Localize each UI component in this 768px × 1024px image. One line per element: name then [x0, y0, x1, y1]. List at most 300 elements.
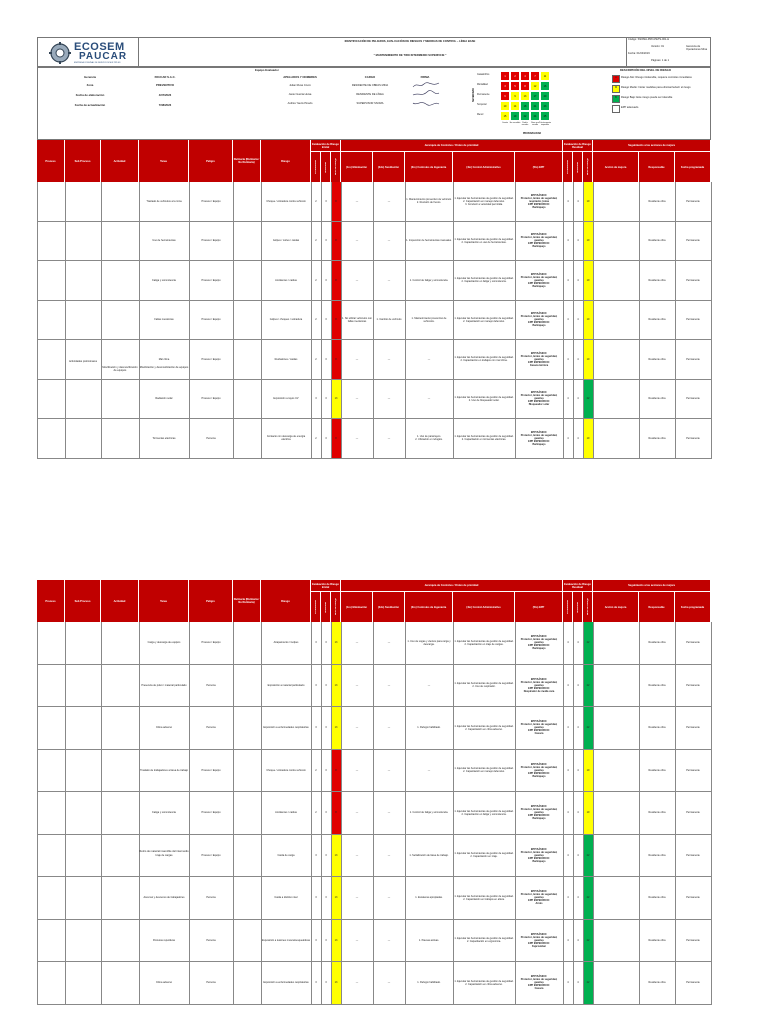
- grid-line: [321, 622, 322, 1005]
- cell-rs: 4: [577, 938, 579, 942]
- cell-n: 8: [331, 792, 341, 834]
- cell-adm: 1. Ejecutar las herramientas de gestión de seguridad. 2. Capacitación en manejo defensivo. 3. Conducir a velocidad permitida.: [454, 196, 514, 206]
- header-rp-text: Probabilidad: [566, 600, 569, 614]
- legend-title: DESCRIPCIÓN DEL NIVEL DE RIESGO: [620, 68, 672, 72]
- cell-resp: Residente obra: [648, 436, 666, 440]
- cell-s: 3: [325, 357, 327, 361]
- cell-peligro: Proceso / Equipo: [201, 239, 221, 243]
- cell-fecha: Permanente: [686, 726, 700, 730]
- header-ing: (3ro) Controles de Ingeniería: [405, 152, 453, 182]
- header-seguimiento: Seguimiento a las acciones de mejora: [593, 140, 711, 152]
- doc-area: Gerencia de Operaciones Mina: [686, 45, 708, 52]
- header-p-text: Probabilidad: [314, 600, 317, 614]
- cell-fecha: Permanente: [686, 641, 700, 645]
- cell-n: 8: [331, 340, 341, 379]
- cell-sust: ---: [387, 811, 391, 815]
- equipo-col-cargo: CARGO: [364, 75, 376, 79]
- cell-peligro: Proceso / Equipo: [201, 199, 221, 203]
- doc-date: Fecha: 01/04/2019: [628, 52, 650, 55]
- matrix-cell: 14: [510, 101, 520, 111]
- header-n: [331, 152, 341, 182]
- cell-tarea: Carga y descarga de equipos: [147, 641, 181, 645]
- cell-epp: EPP BÁSICO: Protector, lentes de seguridad, guantes EPP ESPECÍFICO: Barbiquejo: [520, 635, 558, 651]
- cell-resp: Residente obra: [648, 239, 666, 243]
- cell-elim: ---: [355, 683, 359, 687]
- matrix-cell: 4: [520, 71, 530, 81]
- cell-rn: 22: [583, 835, 593, 877]
- header-jerarquia: Jerarquía de Controles / Orden de prioridad: [341, 580, 563, 592]
- equipo-cargo-3: SUPERVISOR SSOMA: [356, 102, 384, 105]
- cell-rs: 4: [577, 768, 579, 772]
- matrix-cell: 25: [540, 111, 550, 121]
- header-resp: Responsable: [639, 592, 675, 622]
- cell-peligro: Proceso / Equipo: [201, 397, 221, 401]
- cell-sust: ---: [387, 853, 391, 857]
- cell-sust: ---: [387, 726, 391, 730]
- matrix-cell: 12: [530, 81, 540, 91]
- cell-riesgo: Golpes / cortes / caídas: [272, 239, 300, 243]
- cell-fecha: Permanente: [686, 683, 700, 687]
- cell-s: 3: [325, 278, 327, 282]
- grid-line: [233, 182, 234, 459]
- matrix-row-label: Mortalidad: [477, 84, 488, 87]
- header-p: [311, 152, 321, 182]
- matrix-cell: 20: [540, 91, 550, 101]
- cell-ing: 1. Señalización del área de trabajo.: [409, 853, 449, 857]
- cell-p: 2: [315, 768, 317, 772]
- cell-adm: 1. Ejecutar las herramientas de gestión de seguridad. 2. Capacitación en izaje.: [454, 852, 514, 859]
- cell-sust: ---: [387, 938, 391, 942]
- cell-riesgo: Atrapamiento / Golpes: [273, 641, 299, 645]
- cell-epp: EPP BÁSICO: Protector, lentes de seguridad, guantes EPP ESPECÍFICO: Barbiquejo: [520, 312, 558, 328]
- cell-s: 3: [325, 811, 327, 815]
- legend-text: Riesgo Alto: Riesgo intolerable, requiere controles inmediatos: [621, 76, 692, 79]
- cell-fecha: Permanente: [686, 436, 700, 440]
- cell-adm: 1. Ejecutar las herramientas de gestión de seguridad. 2. Capacitación en ergonomía.: [454, 937, 514, 944]
- matrix-cell: 2: [510, 71, 520, 81]
- header-n-text: Nivel de Riesgo: [334, 158, 337, 176]
- matrix-cell: 9: [510, 91, 520, 101]
- cell-adm: 1. Ejecutar las herramientas de gestión de seguridad. 2. Capacitación en uso de herramientas.: [454, 237, 514, 244]
- cell-s: 3: [325, 641, 327, 645]
- matrix-cell: 11: [540, 71, 550, 81]
- doc-title: IDENTIFICACIÓN DE PELIGROS, EVALUACIÓN DE RIESGOS Y MEDIDAS DE CONTROL – LÍNEA BASE: [344, 40, 476, 43]
- cell-sust: 1. Cambio de vehículo: [376, 318, 402, 322]
- cell-rn: 19: [583, 182, 593, 221]
- cell-ing: 1. Mantenimiento preventivo de vehículo. 2. Revisión de frenos.: [406, 198, 452, 205]
- equipo-nombre-2: Javier Garcia Huisa: [288, 93, 312, 96]
- cell-s: 3: [325, 239, 327, 243]
- cell-tarea: Uso de herramientas: [152, 239, 176, 243]
- logo-tagline: EMPRESA COMUNAL DE SERVICIOS MULTIPLES: [74, 62, 121, 64]
- header-peligro: Peligro: [189, 140, 233, 182]
- cell-s: 3: [325, 853, 327, 857]
- matrix-col-label: Podría suceder: [521, 122, 529, 127]
- fecha-elab-value: 4/07/2023: [158, 93, 172, 97]
- cell-fecha: Permanente: [686, 938, 700, 942]
- cell-rp: 4: [567, 811, 569, 815]
- cell-p: 2: [315, 811, 317, 815]
- cell-adm: 1. Ejecutar las herramientas de gestión de seguridad. 2. Capacitación en trabajos con mal clima.: [454, 356, 514, 363]
- cell-p: 3: [315, 853, 317, 857]
- cell-elim: ---: [355, 896, 359, 900]
- cell-tarea: Clima adverso: [156, 981, 172, 985]
- header-p: [311, 592, 321, 622]
- signature-3: [412, 99, 440, 107]
- cell-n: 13: [331, 835, 341, 877]
- legend-text: Riesgo Medio: Iniciar medidas para eliminar/reducir el riesgo: [621, 86, 691, 89]
- cell-rn: 22: [583, 962, 593, 1004]
- cell-p: 2: [315, 278, 317, 282]
- matrix-cell: 22: [520, 111, 530, 121]
- header-s: [321, 152, 331, 182]
- header-elim: (1ro) Eliminación: [341, 592, 373, 622]
- area-value: PAUCAR S.A.C.: [154, 75, 176, 79]
- cell-epp: EPP BÁSICO: Protector, lentes de seguridad, guantes EPP ESPECÍFICO: Faja lumbar: [520, 932, 558, 948]
- matrix-cell: 5: [510, 81, 520, 91]
- cell-s: 3: [325, 436, 327, 440]
- header-rs: [573, 152, 583, 182]
- cell-adm: 1. Ejecutar las herramientas de gestión de seguridad. 2. Capacitación en trabajos en altura.: [454, 894, 514, 901]
- matrix-cell: 13: [520, 91, 530, 101]
- grid-line: [139, 182, 140, 459]
- header-rp-text: Probabilidad: [566, 160, 569, 174]
- cell-elim: ---: [355, 239, 359, 243]
- matrix-cell: 6: [500, 91, 510, 101]
- legend-swatch: A: [612, 75, 620, 83]
- header-n-text: Nivel de Riesgo: [334, 598, 337, 616]
- cell-s: 3: [325, 199, 327, 203]
- header-rp: [563, 592, 573, 622]
- cell-rp: 4: [567, 199, 569, 203]
- header-riesgo: Riesgo: [261, 580, 311, 622]
- grid-line: [675, 622, 676, 1005]
- equipo-title: Equipo Evaluador: [255, 68, 279, 72]
- grid-line: [405, 622, 406, 1005]
- logo-name2: PAUCAR: [79, 51, 128, 62]
- header-epp: (5to) EPP: [515, 152, 563, 182]
- equipo-col-firma: FIRMA: [420, 75, 430, 79]
- grid-line: [311, 182, 312, 459]
- header-eval-residual: Evaluación de Riesgo Residual: [563, 140, 593, 152]
- matrix-severity-label: SEVERIDAD: [472, 88, 475, 102]
- header-rs: [573, 592, 583, 622]
- grid-line: [515, 622, 516, 1005]
- cell-sust: ---: [387, 641, 391, 645]
- header-rutina: Rutinaria (Rutinaria / No Rutinaria): [233, 580, 261, 622]
- grid-line: [675, 182, 676, 459]
- cell-epp: EPP BÁSICO: Protector, lentes de seguridad, guantes EPP ESPECÍFICO: Arnés: [520, 890, 558, 906]
- cell-ing: 1. Uso de sogas y vientos para carga y descarga.: [407, 639, 451, 646]
- matrix-cell: 21: [530, 101, 540, 111]
- cell-p: 3: [315, 726, 317, 730]
- cell-rn: 22: [583, 877, 593, 919]
- cell-epp: EPP BÁSICO: Protector, lentes de seguridad, guantes EPP ESPECÍFICO: Barbiquejo: [520, 762, 558, 778]
- cell-epp: EPP BÁSICO: Protector, lentes de seguridad, guantes EPP ESPECÍFICO: Barbiquejo: [520, 430, 558, 446]
- cell-peligro: Proceso / Equipo: [201, 318, 221, 322]
- cell-s: 3: [325, 726, 327, 730]
- header-adm: (4to) Control Administrativo: [453, 152, 515, 182]
- cell-tarea: Presencia de polvo / material particulado: [141, 683, 187, 687]
- cell-tarea: Radiación solar: [155, 397, 173, 401]
- header-tarea: Tarea: [139, 580, 189, 622]
- cell-adm: 1. Ejecutar las herramientas de gestión de seguridad. 2. Capacitación en fatiga y somnolencia.: [454, 809, 514, 816]
- grid-line: [563, 182, 564, 459]
- cell-resp: Residente obra: [648, 896, 666, 900]
- matrix-cell: 16: [540, 81, 550, 91]
- header-epp: (5to) EPP: [515, 592, 563, 622]
- matrix-row-label: Permanente: [477, 94, 490, 97]
- cell-tarea: Traslado de vehículos a la mina: [146, 199, 182, 203]
- cell-tarea: Fatiga y somnolencia: [152, 811, 176, 815]
- matrix-row-label: Menor: [477, 114, 484, 117]
- cell-rp: 4: [567, 318, 569, 322]
- matrix-cell: 10: [500, 101, 510, 111]
- cell-rs: 4: [577, 853, 579, 857]
- cell-rp: 4: [567, 896, 569, 900]
- cell-resp: Residente obra: [648, 938, 666, 942]
- cell-sust: ---: [387, 199, 391, 203]
- cell-n: 8: [331, 750, 341, 792]
- grid-line: [711, 182, 712, 459]
- header-jerarquia: Jerarquía de Controles / Orden de prioridad: [341, 140, 563, 152]
- grid-line: [37, 622, 38, 1005]
- cell-epp: EPP BÁSICO: Protector, lentes de seguridad, guantes EPP ESPECÍFICO: Barbiquejo: [520, 847, 558, 863]
- header-resp: Responsable: [639, 152, 675, 182]
- cell-peligro: Persona: [206, 683, 216, 687]
- cell-p: 3: [315, 641, 317, 645]
- cell-peligro: Persona: [206, 938, 216, 942]
- cell-ing: 1. Refugio habilitado.: [417, 726, 441, 730]
- cell-n: 13: [331, 707, 341, 749]
- cell-adm: 1. Ejecutar las herramientas de gestión de seguridad. 2. Capacitación en manejo defensivo.: [454, 767, 514, 774]
- matrix-col-label: Ha sucedido: [509, 122, 521, 124]
- header-s-text: Severidad: [324, 601, 327, 613]
- cell-fecha: Permanente: [686, 768, 700, 772]
- grid-line: [65, 182, 66, 459]
- cell-epp: EPP BÁSICO: Protector, lentes de seguridad, guantes EPP ESPECÍFICO: Casaca: [520, 975, 558, 991]
- header-adm: (4to) Control Administrativo: [453, 592, 515, 622]
- cell-rn: 19: [583, 750, 593, 792]
- group-subproceso: Actividades preliminares: [68, 360, 98, 363]
- header-fecha: Fecha programada: [675, 152, 711, 182]
- cell-rn: 19: [583, 301, 593, 340]
- grid-line: [189, 622, 190, 1005]
- cell-p: 3: [315, 683, 317, 687]
- cell-sust: ---: [387, 981, 391, 985]
- cell-fecha: Permanente: [686, 896, 700, 900]
- cell-ing: ---: [427, 397, 431, 401]
- cell-fecha: Permanente: [686, 278, 700, 282]
- grid-line: [573, 182, 574, 459]
- header-proceso: Proceso: [37, 580, 65, 622]
- grid-line: [341, 182, 342, 459]
- cell-rn: 19: [583, 792, 593, 834]
- legend-swatch: M: [612, 85, 620, 93]
- cell-rn: 22: [583, 707, 593, 749]
- cell-rs: 4: [577, 397, 579, 401]
- cell-elim: ---: [355, 726, 359, 730]
- cell-n: 8: [331, 222, 341, 261]
- matrix-cell: 24: [530, 111, 540, 121]
- cell-riesgo: Contacto con descarga de energía eléctrica: [266, 435, 306, 442]
- cell-rs: 4: [577, 436, 579, 440]
- cell-rs: 4: [577, 357, 579, 361]
- cell-epp: EPP BÁSICO: Protector, lentes de seguridad, guantes EPP ESPECÍFICO: Barbiquejo: [520, 805, 558, 821]
- grid-line: [593, 182, 594, 459]
- header-subproceso: Sub Proceso: [65, 580, 101, 622]
- cell-s: 3: [325, 768, 327, 772]
- cell-rn: 19: [583, 419, 593, 458]
- header-rn: [583, 592, 593, 622]
- cell-resp: Residente obra: [648, 641, 666, 645]
- header-riesgo: Riesgo: [261, 140, 311, 182]
- cell-rs: 4: [577, 641, 579, 645]
- cell-peligro: Persona: [206, 981, 216, 985]
- cell-fecha: Permanente: [686, 199, 700, 203]
- matrix-cell: 3: [500, 81, 510, 91]
- cell-s: 3: [325, 397, 327, 401]
- cell-tarea: Mal clima: [158, 357, 170, 361]
- cell-rs: 4: [577, 981, 579, 985]
- cell-resp: Residente obra: [648, 981, 666, 985]
- cell-resp: Residente obra: [648, 357, 666, 361]
- cell-p: 3: [315, 938, 317, 942]
- doc-subtitle: " MANTENIMIENTO DE TIRO INTERMEDIO SUPERFICIE ": [373, 54, 447, 57]
- grid-line: [321, 182, 322, 459]
- grid-line: [233, 622, 234, 1005]
- header-seguimiento: Seguimiento a las acciones de mejora: [593, 580, 711, 592]
- header-accion: Acción de mejora: [593, 592, 639, 622]
- cell-adm: 1. Ejecutar las herramientas de gestión de seguridad. 2. Capacitación en fatiga y somnolencia.: [454, 277, 514, 284]
- cell-peligro: Persona: [206, 436, 216, 440]
- header-eval-inicial: Evaluación de Riesgo Inicial: [311, 140, 341, 152]
- matrix-row-label: Temporal: [477, 104, 487, 107]
- group-actividad: Movilización y desmovilización de equipos: [102, 366, 138, 373]
- cell-riesgo: Choque / volcadura contra vehículo: [266, 199, 306, 203]
- cell-resp: Residente obra: [648, 397, 666, 401]
- cell-p: 2: [315, 199, 317, 203]
- cell-ing: 1. Inspección de herramientas manuales.: [406, 239, 452, 243]
- legend-swatch: [612, 105, 620, 113]
- matrix-col-label: Raro que suceda: [531, 122, 539, 127]
- equipo-col-nombre: APELLIDOS Y NOMBRES: [283, 75, 317, 79]
- cell-rp: 4: [567, 357, 569, 361]
- grid-line: [37, 182, 38, 459]
- matrix-cell: 7: [530, 71, 540, 81]
- cell-fecha: Permanente: [686, 318, 700, 322]
- cell-tarea: Tormentas eléctricas: [152, 436, 176, 440]
- cell-epp: EPP BÁSICO: Protector, lentes de seguridad, guantes EPP ESPECÍFICO: Barbiquejo: [520, 272, 558, 288]
- grid-line: [139, 622, 140, 1005]
- header-rn-text: Nivel de Riesgo: [586, 158, 589, 176]
- grid-line: [373, 182, 374, 459]
- header-rp: [563, 152, 573, 182]
- cell-s: 3: [325, 981, 327, 985]
- cell-n: 8: [331, 261, 341, 300]
- legend-text: EPP adecuado: [621, 106, 639, 109]
- equipo-cargo-1: RESIDENTE DE OBRAS MINA: [351, 84, 389, 87]
- grid-line: [261, 182, 262, 459]
- grid-line: [639, 622, 640, 1005]
- legend-text: Riesgo Bajo: Este riesgo puede ser tolerable: [621, 96, 673, 99]
- cell-rp: 4: [567, 397, 569, 401]
- cell-tarea: Izaje de cargas: [155, 853, 173, 857]
- cell-rs: 4: [577, 239, 579, 243]
- cell-elim: ---: [355, 641, 359, 645]
- cell-n: 13: [331, 962, 341, 1004]
- grid-line: [583, 182, 584, 459]
- cell-rn: 22: [583, 380, 593, 419]
- group-actividad-2: Retiro de material inservible del intermedio: [139, 850, 189, 853]
- matrix-cell: 18: [520, 101, 530, 111]
- cell-peligro: Proceso / Equipo: [201, 811, 221, 815]
- equipo-cargo-2: RESIDENTE DE LÍNEA: [356, 93, 384, 96]
- cell-s: 3: [325, 318, 327, 322]
- cell-s: 3: [325, 896, 327, 900]
- header-actividad: Actividad: [101, 140, 139, 182]
- cell-tarea: Traslado de trabajadores al área de trabajo: [140, 768, 188, 772]
- cell-ing: 1. Escaleras apropiadas.: [415, 896, 443, 900]
- cell-resp: Residente obra: [648, 318, 666, 322]
- header-rn-text: Nivel de Riesgo: [586, 598, 589, 616]
- cell-ing: ---: [427, 768, 431, 772]
- cell-rp: 4: [567, 853, 569, 857]
- cell-ing: ---: [427, 357, 431, 361]
- cell-ing: ---: [427, 683, 431, 687]
- cell-n: 13: [331, 380, 341, 419]
- cell-adm: 1. Ejecutar las herramientas de gestión de seguridad. 2. Uso de bloqueador solar.: [454, 395, 514, 402]
- grid-line: [573, 622, 574, 1005]
- header-subproceso: Sub Proceso: [65, 140, 101, 182]
- cell-sust: ---: [387, 768, 391, 772]
- cell-rn: 19: [583, 261, 593, 300]
- cell-rs: 4: [577, 896, 579, 900]
- grid-line: [101, 622, 102, 1005]
- cell-epp: EPP BÁSICO: Protector, lentes de seguridad, guantes EPP ESPECÍFICO: Bloqueador solar: [520, 391, 558, 407]
- header-peligro: Peligro: [189, 580, 233, 622]
- matrix-col-label: Prácticamente imposible: [539, 122, 552, 127]
- zona-value: PREVENTIVO: [155, 83, 175, 87]
- grid-line: [405, 182, 406, 459]
- header-rs-text: Severidad: [576, 161, 579, 173]
- cell-elim: ---: [355, 811, 359, 815]
- cell-s: 3: [325, 683, 327, 687]
- cell-elim: ---: [355, 981, 359, 985]
- cell-p: 2: [315, 436, 317, 440]
- cell-peligro: Proceso / Equipo: [201, 357, 221, 361]
- grid-line: [189, 182, 190, 459]
- cell-peligro: Persona: [206, 726, 216, 730]
- cell-adm: 1. Ejecutar las herramientas de gestión de seguridad. 2. Capacitación en izaje de cargas.: [454, 639, 514, 646]
- cell-rp: 4: [567, 278, 569, 282]
- cell-adm: 1. Ejecutar las herramientas de gestión de seguridad. 2. Capacitación en clima adverso.: [454, 724, 514, 731]
- cell-elim: ---: [355, 278, 359, 282]
- cell-elim: ---: [355, 768, 359, 772]
- cell-ing: 1. Mantenimiento preventivo de vehículos.: [411, 316, 447, 323]
- matrix-probability-label: PROBABILIDAD: [522, 132, 542, 135]
- cell-tarea: Posturas repetitivas: [153, 938, 175, 942]
- cell-riesgo: Exposición a material particulado: [267, 683, 305, 687]
- cell-peligro: Proceso / Equipo: [201, 278, 221, 282]
- cell-elim: ---: [355, 436, 359, 440]
- cell-n: 8: [331, 419, 341, 458]
- grid-line: [583, 622, 584, 1005]
- cell-peligro: Proceso / Equipo: [201, 641, 221, 645]
- cell-resp: Residente obra: [648, 199, 666, 203]
- cell-resp: Residente obra: [648, 811, 666, 815]
- header-accion: Acción de mejora: [593, 152, 639, 182]
